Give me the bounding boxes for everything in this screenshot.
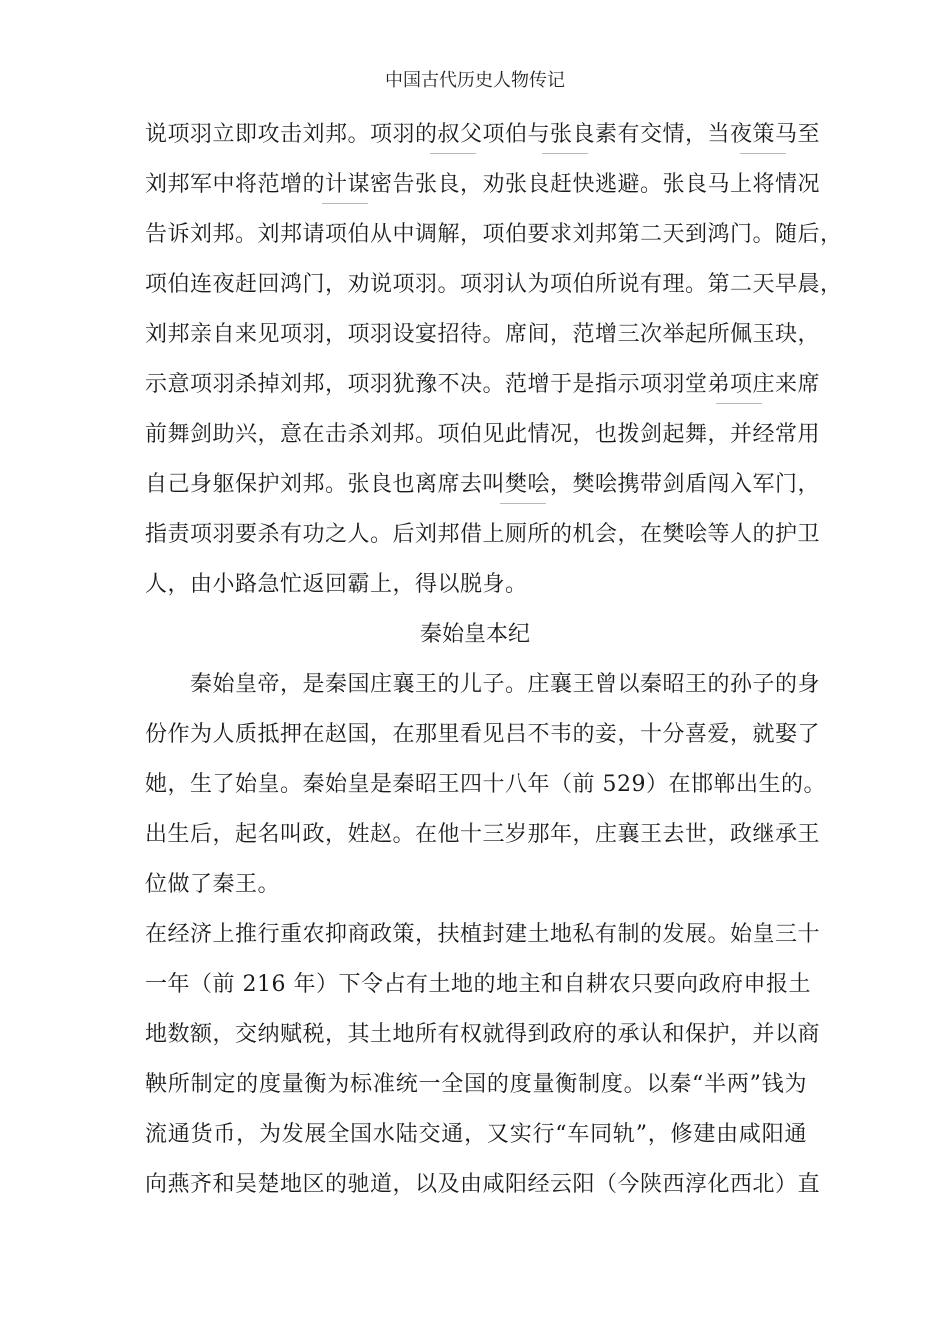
paragraph-line: 在经济上推行重农抑商政策，扶植封建土地私有制的发展。始皇三十 xyxy=(145,922,821,947)
paragraph-line: 向燕齐和吴楚地区的驰道，以及由咸阳经云阳（今陕西淳化西北）直 xyxy=(145,1172,821,1197)
word-underline xyxy=(716,403,762,404)
word-underline xyxy=(500,503,546,504)
paragraph-line: 告诉刘邦。刘邦请项伯从中调解，项伯要求刘邦第二天到鸿门。随后， xyxy=(145,222,843,247)
paragraph-line: 份作为人质抵押在赵国，在那里看见吕不韦的妾，十分喜爱，就娶了 xyxy=(145,722,821,747)
paragraph-line: 流通货币，为发展全国水陆交通，又实行“车同轨”，修建由咸阳通 xyxy=(145,1122,807,1147)
paragraph-line: 刘邦军中将范增的计谋密告张良，劝张良赶快逃避。张良马上将情况 xyxy=(145,172,821,197)
page-header: 中国古代历史人物传记 xyxy=(385,70,565,91)
word-underline xyxy=(740,153,786,154)
paragraph-line: 指责项羽要杀有功之人。后刘邦借上厕所的机会，在樊哙等人的护卫 xyxy=(145,522,821,547)
paragraph-line: 一年（前 216 年）下令占有土地的地主和自耕农只要向政府申报土 xyxy=(145,972,811,997)
paragraph-line: 示意项羽杀掉刘邦，项羽犹豫不决。范增于是指示项羽堂弟项庄来席 xyxy=(145,372,821,397)
paragraph-line: 地数额，交纳赋税，其土地所有权就得到政府的承认和保护，并以商 xyxy=(145,1022,821,1047)
word-underline xyxy=(430,153,476,154)
paragraph-line: 说项羽立即攻击刘邦。项羽的叔父项伯与张良素有交情，当夜策马至 xyxy=(145,122,821,147)
word-underline xyxy=(322,203,368,204)
paragraph-line: 秦始皇帝，是秦国庄襄王的儿子。庄襄王曾以秦昭王的孙子的身 xyxy=(190,672,821,697)
paragraph-line: 她，生了始皇。秦始皇是秦昭王四十八年（前 529）在邯郸出生的。 xyxy=(145,772,826,797)
paragraph-line: 自己身躯保护刘邦。张良也离席去叫樊哙，樊哙携带剑盾闯入军门， xyxy=(145,472,821,497)
paragraph-line: 鞅所制定的度量衡为标准统一全国的度量衡制度。以秦“半两”钱为 xyxy=(145,1072,807,1097)
paragraph-line: 出生后，起名叫政，姓赵。在他十三岁那年，庄襄王去世，政继承王 xyxy=(145,822,821,847)
paragraph-line: 前舞剑助兴，意在击杀刘邦。项伯见此情况，也拨剑起舞，并经常用 xyxy=(145,422,821,447)
word-underline xyxy=(542,153,588,154)
section-title: 秦始皇本纪 xyxy=(419,622,530,647)
paragraph-line: 项伯连夜赶回鸿门，劝说项羽。项羽认为项伯所说有理。第二天早晨， xyxy=(145,272,843,297)
paragraph-line: 刘邦亲自来见项羽，项羽设宴招待。席间，范增三次举起所佩玉玦， xyxy=(145,322,821,347)
paragraph-line: 人，由小路急忙返回霸上，得以脱身。 xyxy=(145,572,528,597)
paragraph-line: 位做了秦王。 xyxy=(145,872,281,897)
